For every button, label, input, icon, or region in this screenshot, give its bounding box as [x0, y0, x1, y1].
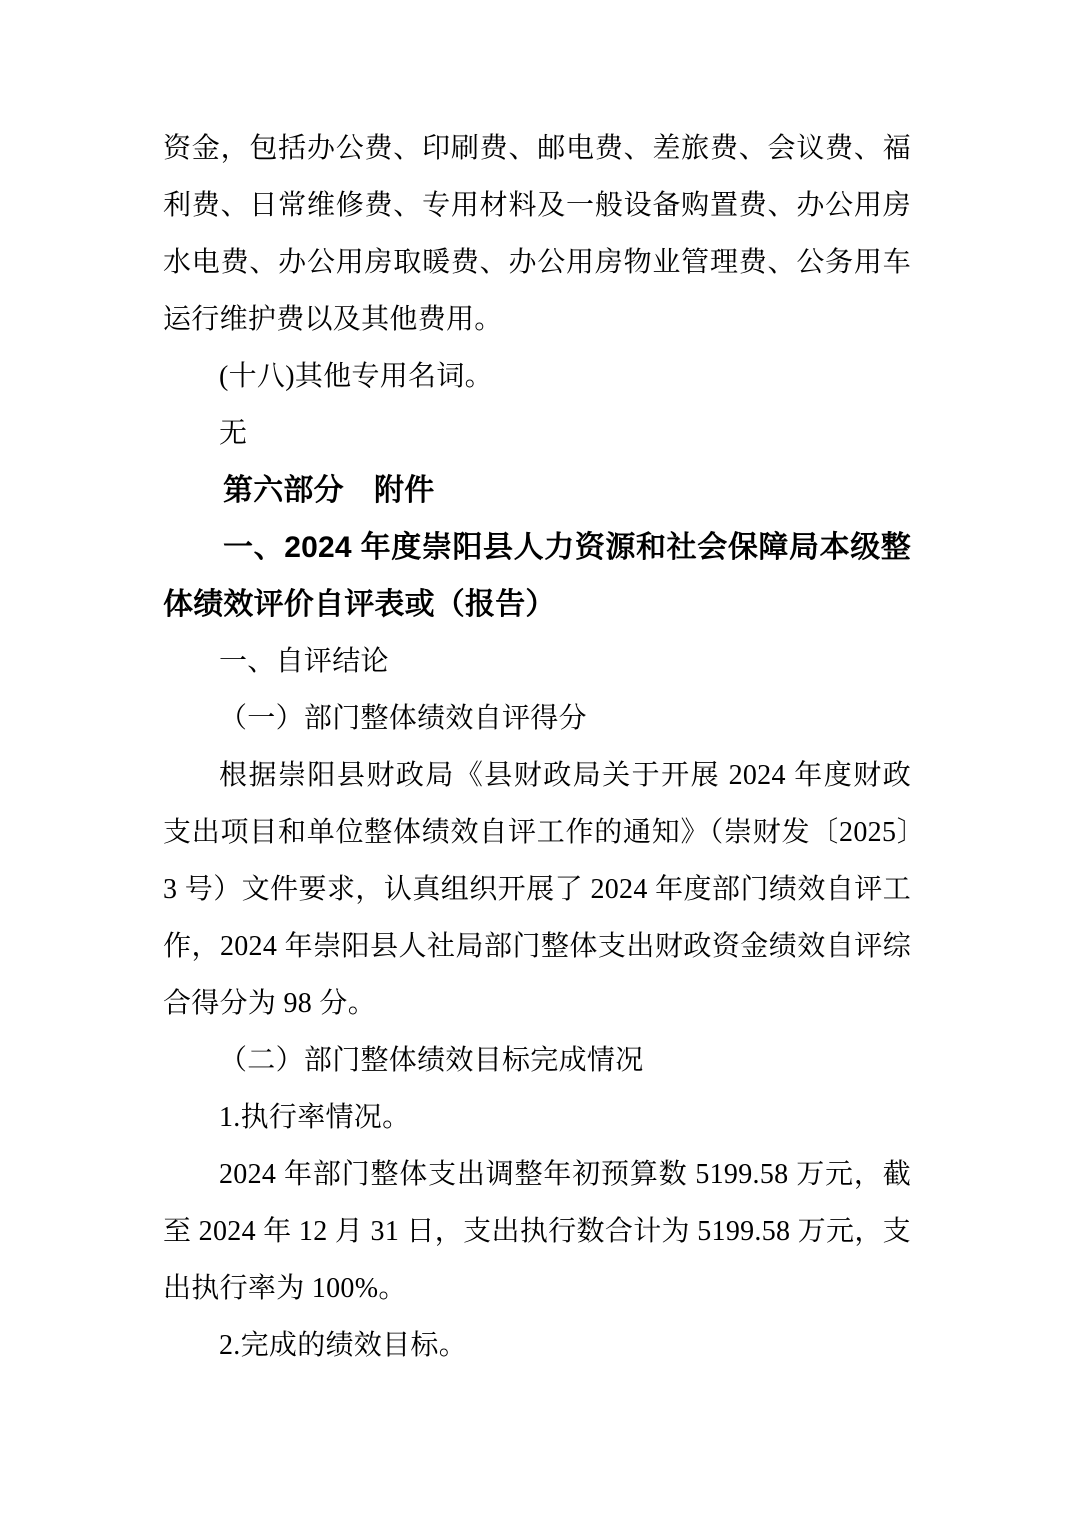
heading-part-six-attachments: 第六部分 附件 [223, 474, 435, 507]
paragraph-none: 无 [219, 418, 248, 449]
paragraph-score-basis: 根据崇阳县财政局《县财政局关于开展 2024 年度财政支出项目和单位整体绩效自评工作的通知》（崇财发〔2025〕3 号）文件要求，认真组织开展了 2024 年度部门绩效自评工作，2024 年崇阳县人社局部门整体支出财政资金绩效自评综合得分为 98 分。 [163, 760, 911, 1019]
paragraph-budget-execution-detail: 2024 年部门整体支出调整年初预算数 5199.58 万元，截至 2024 年 12 月 31 日，支出执行数合计为 5199.58 万元，支出执行率为 100%。 [163, 1159, 911, 1304]
subheading-overall-performance-score: （一）部门整体绩效自评得分 [219, 703, 587, 734]
subheading-performance-target-completion: （二）部门整体绩效目标完成情况 [219, 1045, 644, 1076]
paragraph-expense-items-continuation: 资金，包括办公费、印刷费、邮电费、差旅费、会议费、福利费、日常维修费、专用材料及一般设备购置费、办公用房水电费、办公用房取暖费、办公用房物业管理费、公务用车运行维护费以及其他费用。 [163, 133, 911, 335]
paragraph-completed-performance-targets: 2.完成的绩效目标。 [219, 1330, 468, 1361]
paragraph-item-18-other-terms: (十八)其他专用名词。 [219, 361, 493, 392]
heading-attachment-one-title: 一、2024 年度崇阳县人力资源和社会保障局本级整体绩效评价自评表或（报告） [163, 531, 911, 621]
paragraph-execution-rate-label: 1.执行率情况。 [219, 1102, 411, 1133]
subheading-self-evaluation-conclusion: 一、自评结论 [219, 646, 389, 677]
